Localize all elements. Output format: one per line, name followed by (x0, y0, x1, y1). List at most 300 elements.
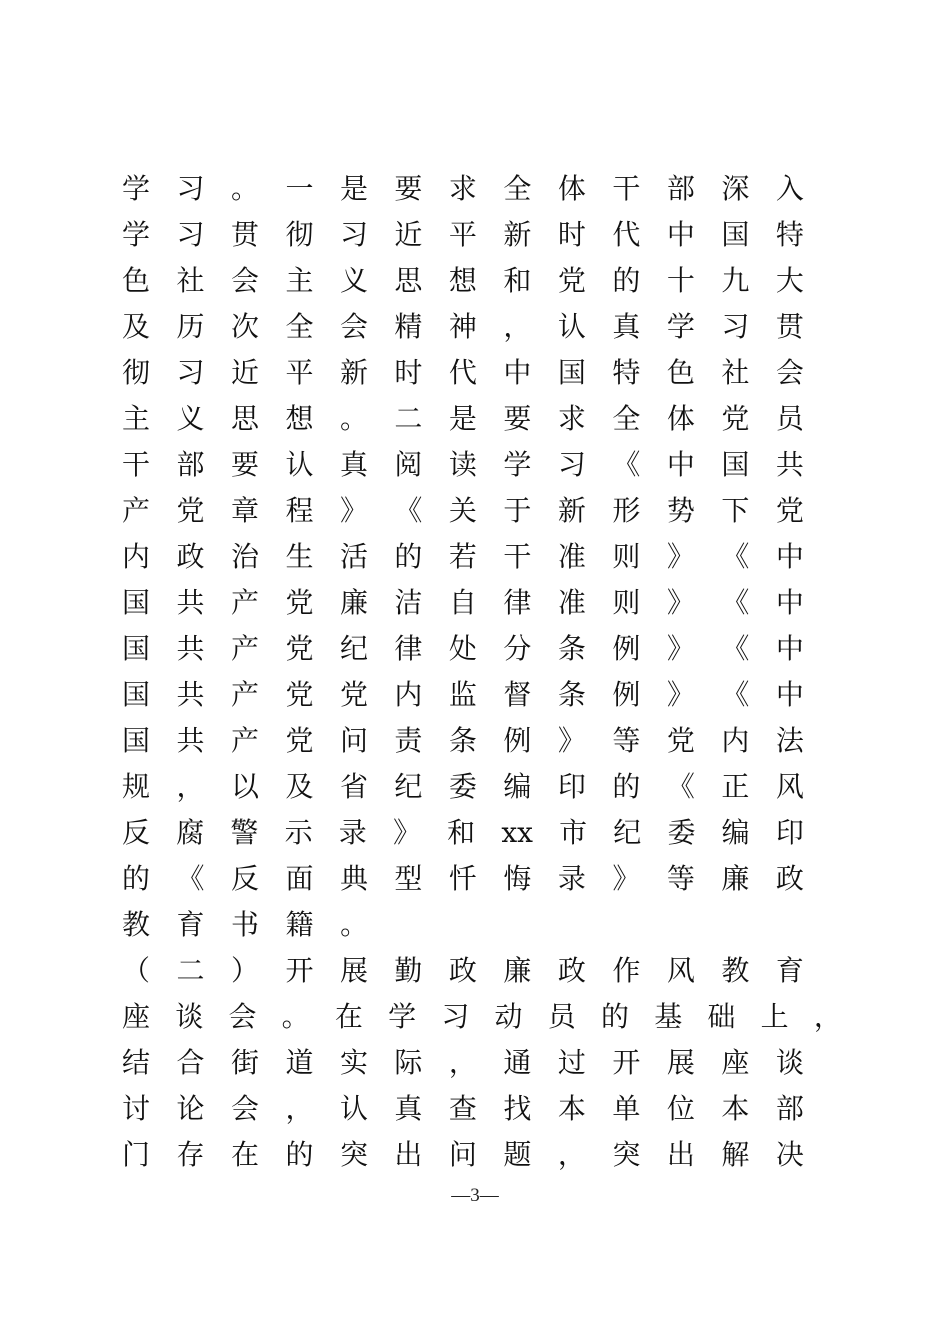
text-char: 章 (230, 494, 259, 527)
text-char: 风 (666, 954, 695, 987)
text-char: 社 (721, 356, 750, 389)
text-char: 规 (122, 770, 151, 803)
text-char: 新 (503, 218, 532, 251)
text-char: 产 (122, 494, 151, 527)
text-char: 真 (394, 1092, 423, 1125)
text-char: 谈 (775, 1046, 804, 1079)
text-char: 党 (285, 586, 314, 619)
text-char: 历 (176, 310, 205, 343)
text-char: 干 (503, 540, 532, 573)
text-char: 中 (775, 586, 804, 619)
text-char: 共 (176, 586, 205, 619)
text-char: 等 (612, 724, 641, 757)
text-char: 关 (448, 494, 477, 527)
text-char: 展 (339, 954, 368, 987)
text-char: 思 (394, 264, 423, 297)
text-line (122, 1040, 804, 1086)
text-char: 干 (122, 448, 151, 481)
text-char: 特 (775, 218, 804, 251)
text-char: 纪 (339, 632, 368, 665)
text-char: 读 (448, 448, 477, 481)
text-char: 》 (392, 816, 421, 849)
text-char: 省 (339, 770, 368, 803)
text-line (122, 626, 804, 672)
text-char: 社 (176, 264, 205, 297)
text-char: 势 (666, 494, 695, 527)
text-char: 作 (612, 954, 641, 987)
text-char: 生 (285, 540, 314, 573)
text-char: 政 (176, 540, 205, 573)
text-char: 党 (721, 402, 750, 435)
text-char: 习 (339, 218, 368, 251)
text-char: ， (285, 1092, 314, 1125)
text-char: 是 (448, 402, 477, 435)
text-char: 神 (448, 310, 477, 343)
text-char: 真 (612, 310, 641, 343)
text-char: 分 (503, 632, 532, 665)
text-char: 。 (339, 402, 368, 435)
text-char: 印 (775, 816, 804, 849)
text-char: 》 (557, 724, 586, 757)
text-char: 全 (285, 310, 314, 343)
text-char: 共 (176, 678, 205, 711)
text-char: 的 (600, 1000, 629, 1033)
text-char: 面 (285, 862, 314, 895)
text-char: 认 (557, 310, 586, 343)
text-char: 合 (176, 1046, 205, 1079)
text-char: 二 (394, 402, 423, 435)
text-char: 程 (285, 494, 314, 527)
text-char: 风 (775, 770, 804, 803)
text-char: 洁 (394, 586, 423, 619)
text-char: 谈 (175, 1000, 204, 1033)
text-char: 形 (612, 494, 641, 527)
text-char: 警 (230, 816, 259, 849)
text-char: ， (176, 770, 205, 803)
text-char: 部 (775, 1092, 804, 1125)
text-char: 编 (721, 816, 750, 849)
text-char: 国 (122, 678, 151, 711)
text-char: 平 (448, 218, 477, 251)
text-char: 自 (448, 586, 477, 619)
text-char: 内 (394, 678, 423, 711)
text-char: 律 (394, 632, 423, 665)
text-line (122, 166, 804, 212)
text-char: 党 (775, 494, 804, 527)
text-char: 及 (285, 770, 314, 803)
text-char: 。 (340, 908, 369, 941)
text-char: 习 (557, 448, 586, 481)
text-char: 会 (230, 264, 259, 297)
text-char: 部 (666, 172, 695, 205)
text-char: 若 (448, 540, 477, 573)
text-char: 学 (666, 310, 695, 343)
text-char: 存 (176, 1138, 205, 1171)
text-char: ， (448, 1046, 477, 1079)
text-char: 党 (666, 724, 695, 757)
text-char: 条 (557, 678, 586, 711)
text-char: 题 (503, 1138, 532, 1171)
text-char: 的 (612, 264, 641, 297)
text-char: 律 (503, 586, 532, 619)
text-char: 中 (666, 218, 695, 251)
text-char: 特 (612, 356, 641, 389)
text-char: 正 (721, 770, 750, 803)
text-char: 一 (285, 172, 314, 205)
text-char: 中 (775, 678, 804, 711)
text-char: 。 (281, 1000, 310, 1033)
text-char: 督 (503, 678, 532, 711)
text-char: 育 (775, 954, 804, 987)
text-char: 彻 (122, 356, 151, 389)
text-char: 二 (176, 954, 205, 987)
text-char: 干 (612, 172, 641, 205)
text-char: ） (230, 954, 259, 987)
text-char: 基 (654, 1000, 683, 1033)
text-char: 产 (230, 632, 259, 665)
text-char: 时 (557, 218, 586, 251)
text-char: 座 (721, 1046, 750, 1079)
text-char: 求 (557, 402, 586, 435)
text-char: 》 (666, 678, 695, 711)
text-char: 中 (503, 356, 532, 389)
text-char: 例 (612, 678, 641, 711)
text-char: 学 (503, 448, 532, 481)
text-char: 认 (285, 448, 314, 481)
text-char: 典 (339, 862, 368, 895)
text-char: 要 (394, 172, 423, 205)
text-char: 平 (285, 356, 314, 389)
text-char: 党 (339, 678, 368, 711)
text-line (122, 672, 804, 718)
text-char: 员 (547, 1000, 576, 1033)
text-char: 础 (707, 1000, 736, 1033)
text-char: 籍 (285, 908, 314, 941)
text-char: 想 (285, 402, 314, 435)
text-char: 门 (122, 1138, 151, 1171)
text-char: 以 (230, 770, 259, 803)
text-char: 新 (557, 494, 586, 527)
text-char: 《 (666, 770, 695, 803)
text-char: 忏 (448, 862, 477, 895)
text-char: 讨 (122, 1092, 151, 1125)
text-char: 政 (775, 862, 804, 895)
text-char: 会 (230, 1092, 259, 1125)
text-line (122, 764, 804, 810)
text-char: 处 (448, 632, 477, 665)
text-char: 型 (394, 862, 423, 895)
text-line (122, 1086, 804, 1132)
text-char: 党 (285, 632, 314, 665)
page-number: —3— (451, 1185, 499, 1206)
text-char: 反 (122, 816, 151, 849)
text-char: 主 (285, 264, 314, 297)
text-char: 》 (666, 540, 695, 573)
text-char: 市 (559, 816, 588, 849)
text-line (122, 580, 804, 626)
text-char: ， (813, 1000, 842, 1033)
text-char: 委 (667, 816, 696, 849)
text-char: 会 (228, 1000, 257, 1033)
text-char: 开 (612, 1046, 641, 1079)
text-char: 会 (775, 356, 804, 389)
text-line (122, 718, 804, 764)
text-char: 编 (503, 770, 532, 803)
text-char: 习 (176, 356, 205, 389)
text-char: 十 (666, 264, 695, 297)
text-line (122, 212, 804, 258)
text-char: 查 (448, 1092, 477, 1125)
text-char: 思 (230, 402, 259, 435)
text-char: 是 (339, 172, 368, 205)
text-char: 色 (122, 264, 151, 297)
text-char: 彻 (285, 218, 314, 251)
text-char: 录 (557, 862, 586, 895)
text-char: 道 (285, 1046, 314, 1079)
text-char: 《 (721, 678, 750, 711)
text-char: 中 (775, 540, 804, 573)
text-char: 》 (612, 862, 641, 895)
text-char: 贯 (230, 218, 259, 251)
text-char: 《 (721, 586, 750, 619)
text-char: 体 (666, 402, 695, 435)
text-char: 产 (230, 586, 259, 619)
text-char: 突 (339, 1138, 368, 1171)
text-char: 等 (666, 862, 695, 895)
text-char: 部 (176, 448, 205, 481)
text-char: 色 (666, 356, 695, 389)
text-char: ， (557, 1138, 586, 1171)
text-char: 育 (176, 908, 205, 941)
text-char: 义 (339, 264, 368, 297)
text-char: 在 (334, 1000, 363, 1033)
text-char: 录 (338, 816, 367, 849)
text-char: 中 (666, 448, 695, 481)
text-char: 员 (775, 402, 804, 435)
text-char: 国 (122, 724, 151, 757)
text-char: 新 (339, 356, 368, 389)
text-line (122, 396, 804, 442)
text-char: 求 (448, 172, 477, 205)
text-char: 的 (122, 862, 151, 895)
text-char: 阅 (394, 448, 423, 481)
text-line (122, 856, 804, 902)
text-char: 决 (775, 1138, 804, 1171)
text-char: 要 (503, 402, 532, 435)
text-char: 认 (339, 1092, 368, 1125)
text-char: 国 (122, 586, 151, 619)
text-char: 《 (612, 448, 641, 481)
text-char: 问 (339, 724, 368, 757)
text-char: 政 (448, 954, 477, 987)
text-char: 会 (339, 310, 368, 343)
text-char: 《 (176, 862, 205, 895)
text-char: 找 (503, 1092, 532, 1125)
text-line (122, 488, 804, 534)
text-char: 下 (721, 494, 750, 527)
text-line (122, 258, 804, 304)
text-char: 委 (448, 770, 477, 803)
text-char: 座 (122, 1000, 151, 1033)
text-char: 近 (230, 356, 259, 389)
text-char: 学 (122, 172, 151, 205)
text-char: 法 (775, 724, 804, 757)
text-char: 实 (339, 1046, 368, 1079)
text-char: 的 (394, 540, 423, 573)
text-char: 想 (448, 264, 477, 297)
text-char: 国 (122, 632, 151, 665)
text-line (122, 442, 804, 488)
text-char: 例 (503, 724, 532, 757)
text-char: 纪 (613, 816, 642, 849)
text-char: 准 (557, 586, 586, 619)
text-char: 结 (122, 1046, 151, 1079)
text-char: 出 (394, 1138, 423, 1171)
body-text (122, 166, 842, 1178)
text-char: 次 (230, 310, 259, 343)
text-char: 要 (230, 448, 259, 481)
text-char: 条 (448, 724, 477, 757)
text-char: 在 (230, 1138, 259, 1171)
text-char: 中 (775, 632, 804, 665)
text-char: 论 (176, 1092, 205, 1125)
text-char: 共 (176, 724, 205, 757)
text-char: 动 (494, 1000, 523, 1033)
text-char: 勤 (394, 954, 423, 987)
text-char: 国 (557, 356, 586, 389)
text-line (122, 304, 804, 350)
text-char: 纪 (394, 770, 423, 803)
text-line (122, 948, 804, 994)
text-char: 国 (721, 218, 750, 251)
text-char: 《 (721, 632, 750, 665)
text-char: ， (503, 310, 532, 343)
text-char: 大 (775, 264, 804, 297)
text-char: 突 (612, 1138, 641, 1171)
text-char: 则 (612, 586, 641, 619)
text-char: 习 (176, 172, 205, 205)
text-char: 习 (721, 310, 750, 343)
text-char: 》 (666, 632, 695, 665)
text-char: 学 (388, 1000, 417, 1033)
text-char: 《 (721, 540, 750, 573)
text-char: 解 (721, 1138, 750, 1171)
text-char: 开 (285, 954, 314, 987)
text-char: 准 (557, 540, 586, 573)
text-line (122, 994, 842, 1040)
text-line (122, 810, 804, 856)
text-char: 的 (612, 770, 641, 803)
text-char: 例 (612, 632, 641, 665)
text-char: 代 (448, 356, 477, 389)
text-char: 廉 (339, 586, 368, 619)
text-char: 九 (721, 264, 750, 297)
text-char: 活 (339, 540, 368, 573)
text-char: 近 (394, 218, 423, 251)
text-char: 监 (448, 678, 477, 711)
text-char: 主 (122, 402, 151, 435)
text-char: 反 (230, 862, 259, 895)
text-char: 于 (503, 494, 532, 527)
text-char: 代 (612, 218, 641, 251)
text-char: 共 (775, 448, 804, 481)
text-char: 印 (557, 770, 586, 803)
text-char: 贯 (775, 310, 804, 343)
text-char: 及 (122, 310, 151, 343)
text-line (122, 534, 804, 580)
text-char: 展 (666, 1046, 695, 1079)
text-char: 习 (176, 218, 205, 251)
text-char: 条 (557, 632, 586, 665)
text-char: 书 (231, 908, 260, 941)
text-char: 入 (775, 172, 804, 205)
text-char: 精 (394, 310, 423, 343)
text-line (122, 350, 804, 396)
text-char: 街 (230, 1046, 259, 1079)
text-char: 责 (394, 724, 423, 757)
text-char: 本 (721, 1092, 750, 1125)
text-char: 单 (612, 1092, 641, 1125)
text-char: 义 (176, 402, 205, 435)
text-char: 政 (557, 954, 586, 987)
text-char: 则 (612, 540, 641, 573)
text-char: 党 (557, 264, 586, 297)
text-char: 教 (122, 908, 151, 941)
text-char: 位 (666, 1092, 695, 1125)
text-char: 和 (447, 816, 476, 849)
text-char: 廉 (503, 954, 532, 987)
text-char: （ (122, 954, 151, 987)
text-char: 产 (230, 724, 259, 757)
text-char: 的 (285, 1138, 314, 1171)
text-char: 廉 (721, 862, 750, 895)
text-char: 出 (666, 1138, 695, 1171)
text-char: 全 (503, 172, 532, 205)
text-char: 产 (230, 678, 259, 711)
text-char: 》 (339, 494, 368, 527)
text-char: xx (501, 816, 533, 849)
text-char: 全 (612, 402, 641, 435)
text-char: 上 (760, 1000, 789, 1033)
text-char: 际 (394, 1046, 423, 1079)
text-char: 内 (122, 540, 151, 573)
text-char: 习 (441, 1000, 470, 1033)
text-char: 示 (284, 816, 313, 849)
text-char: 通 (503, 1046, 532, 1079)
text-char: 内 (721, 724, 750, 757)
text-char: 深 (721, 172, 750, 205)
text-char: 过 (557, 1046, 586, 1079)
text-char: 学 (122, 218, 151, 251)
text-char: 本 (557, 1092, 586, 1125)
text-char: 教 (721, 954, 750, 987)
text-char: 》 (666, 586, 695, 619)
text-char: 治 (230, 540, 259, 573)
text-line (122, 1132, 804, 1178)
text-char: 。 (230, 172, 259, 205)
text-char: 问 (448, 1138, 477, 1171)
text-char: 国 (721, 448, 750, 481)
text-char: 党 (285, 724, 314, 757)
text-char: 共 (176, 632, 205, 665)
text-char: 体 (557, 172, 586, 205)
text-char: 党 (285, 678, 314, 711)
text-char: 《 (394, 494, 423, 527)
text-char: 腐 (176, 816, 205, 849)
text-char: 真 (339, 448, 368, 481)
text-char: 时 (394, 356, 423, 389)
text-char: 悔 (503, 862, 532, 895)
